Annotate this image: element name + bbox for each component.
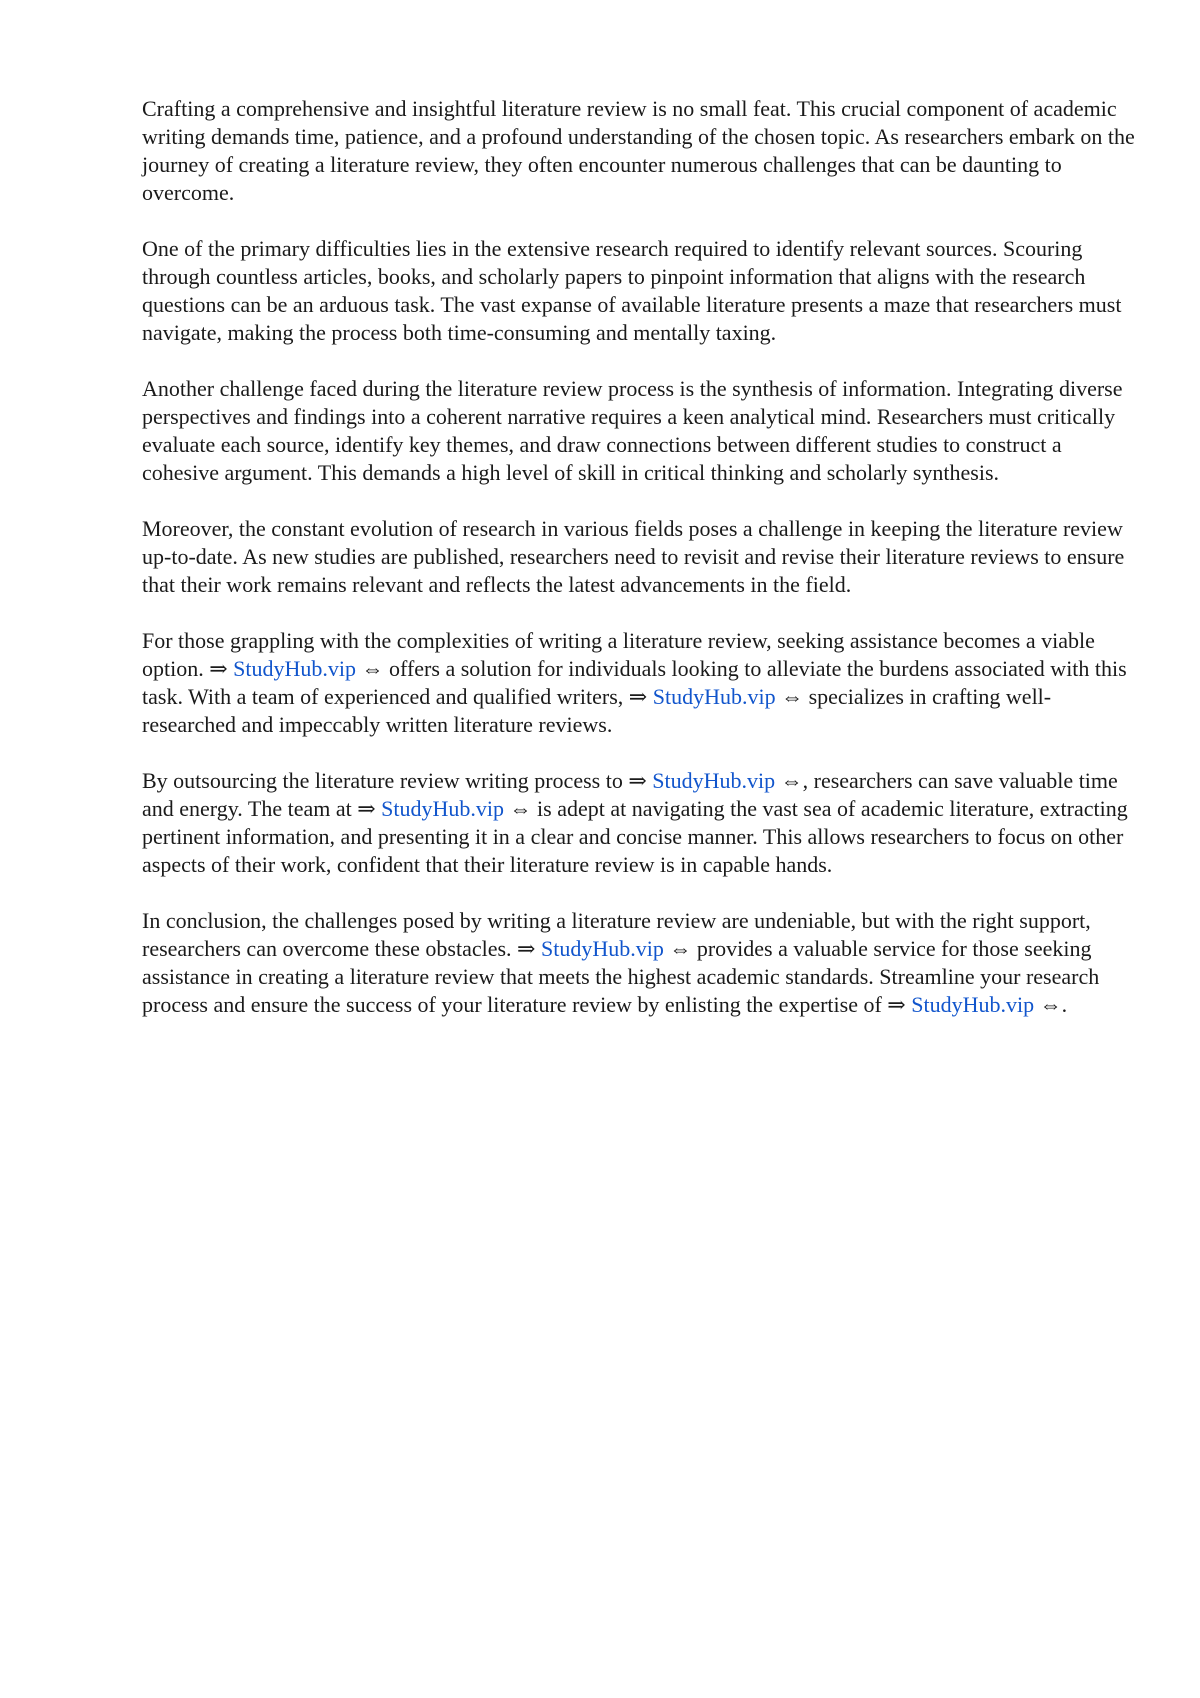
studyhub-link[interactable]: StudyHub.vip (652, 684, 776, 709)
paragraph-text: By outsourcing the literature review writing process to ⇒ (142, 768, 653, 793)
paragraph-5 (142, 627, 1142, 739)
paragraph-2 (142, 235, 1142, 347)
paragraph-text: ⇔ specializes in crafting well-researched and impeccably written literature reviews. (142, 684, 1052, 737)
studyhub-link[interactable]: StudyHub.vip (911, 992, 1035, 1017)
studyhub-link[interactable]: StudyHub.vip (540, 936, 664, 961)
paragraph-text: ⇔ provides a valuable service for those seeking assistance in creating a literature review that meets the highest academic standards. Streamline your research process and ensure the success of your literature review by enlisting the expertise of ⇒ (142, 936, 1100, 1017)
paragraph-text: ⇔, researchers can save valuable time and energy. The team at ⇒ (142, 768, 1118, 821)
paragraph-3 (142, 375, 1142, 487)
studyhub-link[interactable]: StudyHub.vip (233, 656, 357, 681)
paragraph-6 (142, 767, 1142, 879)
paragraph-text: In conclusion, the challenges posed by writing a literature review are undeniable, but with the right support, researchers can overcome these obstacles. ⇒ (142, 908, 1091, 961)
paragraph-1 (142, 95, 1142, 207)
paragraph-text: For those grappling with the complexities of writing a literature review, seeking assistance becomes a viable option. ⇒ (142, 628, 1095, 681)
paragraph-7 (142, 907, 1142, 1019)
paragraph-text: Another challenge faced during the literature review process is the synthesis of information. Integrating diverse perspectives and findings into a coherent narrative requires a keen analytical mind. Researchers must critically evaluate each source, identify key themes, and draw connections between different studies to construct a cohesive argument. This demands a high level of skill in critical thinking and scholarly synthesis. (142, 376, 1123, 485)
paragraph-text: Crafting a comprehensive and insightful literature review is no small feat. This crucial component of academic writing demands time, patience, and a profound understanding of the chosen topic. As researchers embark on the journey of creating a literature review, they often encounter numerous challenges that can be daunting to overcome. (142, 96, 1135, 205)
paragraph-text: ⇔. (1034, 992, 1068, 1017)
paragraph-text: ⇔ offers a solution for individuals looking to alleviate the burdens associated with this task. With a team of experienced and qualified writers, ⇒ (142, 656, 1127, 709)
document-body (142, 95, 1142, 1047)
paragraph-text: One of the primary difficulties lies in the extensive research required to identify relevant sources. Scouring through countless articles, books, and scholarly papers to pinpoint information that aligns with the research questions can be an arduous task. The vast expanse of available literature presents a maze that researchers must navigate, making the process both time-consuming and mentally taxing. (142, 236, 1122, 345)
studyhub-link[interactable]: StudyHub.vip (652, 768, 776, 793)
studyhub-link[interactable]: StudyHub.vip (381, 796, 505, 821)
paragraph-4 (142, 515, 1142, 599)
paragraph-text: ⇔ is adept at navigating the vast sea of academic literature, extracting pertinent information, and presenting it in a clear and concise manner. This allows researchers to focus on other aspects of their work, confident that their literature review is in capable hands. (142, 796, 1128, 877)
paragraph-text: Moreover, the constant evolution of research in various fields poses a challenge in keeping the literature review up-to-date. As new studies are published, researchers need to revisit and revise their literature reviews to ensure that their work remains relevant and reflects the latest advancements in the field. (142, 516, 1125, 597)
